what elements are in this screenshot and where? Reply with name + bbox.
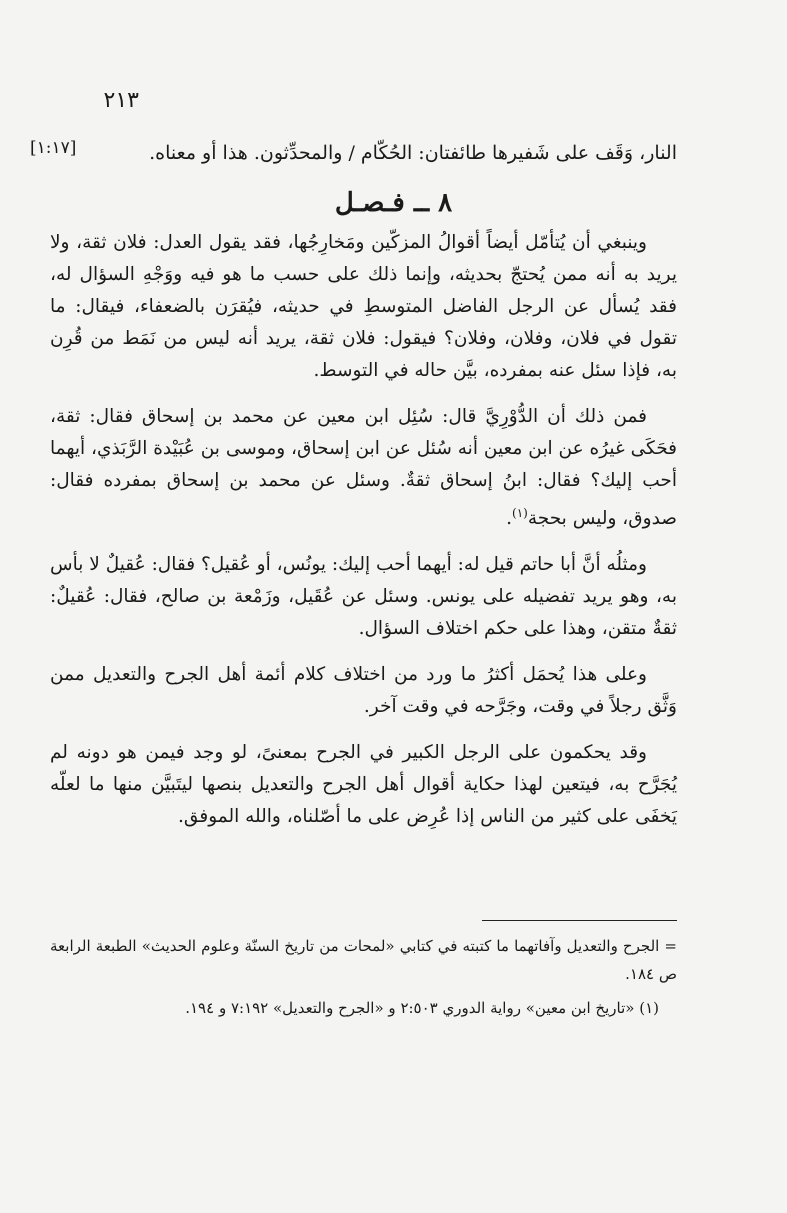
footnote-1: (١) «تاريخ ابن معين» رواية الدوري ٢:٥٠٣ و «الجرح والتعديل» ٧:١٩٢ و ١٩٤. [185,999,659,1017]
footnotes [50,932,677,1028]
paragraph: وينبغي أن يُتأمّل أيضاً أقوالُ المزكّين ومَخارِجُها، فقد يقول العدل: فلان ثقة، ولا يريد به أنه ممن يُحتجّ بحديثه، وإنما ذلك على حسب ما هو فيه ووَجْهِ السؤال له، فقد يُسأل عن الرجل الفاضل المتوسطِ في حديثه، فيُقرَن بالضعفاء، فيقال: ما تقول في فلان، وفلان، وفلان؟ فيقول: فلان ثقة، يريد أنه ليس من نَمَط من قُرِن به، فإذا سئل عنه بمفرده، بيَّن حاله في التوسط. [50,232,677,381]
sentence-end: . [506,508,513,530]
paragraph-text: فمن ذلك أن الدُّوْرِيَّ قال: سُئِل ابن معين عن محمد بن إسحاق فقال: ثقة، فحَكَى غيرُه عن ابن معين أنه سُئل عن ابن إسحاق، وموسى بن عُبَيْدة الرَّبَذي، أيهما أحب إليك؟ فقال: ابنُ إسحاق ثقةٌ. وسئل عن محمد بن إسحاق بمفرده فقال: صدوق، وليس بحجة [50,406,677,530]
paragraph-with-footnote [50,401,677,535]
paragraph: وعلى هذا يُحمَل أكثرُ ما ورد من اختلاف كلام أئمة أهل الجرح والتعديل ممن وَثَّق رجلاً في وقت، وجَرَّحه في وقت آخر. [50,664,677,718]
footnote-divider [482,920,677,921]
margin-reference: [١:١٧] [30,138,77,158]
page-number: ٢١٣ [103,88,139,113]
footnote-marker[interactable]: (١) [512,506,528,520]
opening-line: النار، وَقَف على شَفيرها طائفتان: الحُكّام / والمحدِّثون. هذا أو معناه. [149,142,677,164]
section-heading: ٨ ــ فـصـل [334,188,453,218]
footnote-continuation: = الجرح والتعديل وآفاتهما ما كتبته في كتابي «لمحات من تاريخ السنّة وعلوم الحديث» الطبعة الرابعة ص ١٨٤. [50,937,677,983]
paragraph: ومثلُه أنَّ أبا حاتم قيل له: أيهما أحب إليك: يونُس، أو عُقيل؟ فقال: عُقيلٌ لا بأس به، وهو يريد تفضيله على يونس. وسئل عن عُقَيل، وزَمْعة بن صالح، فقال: عُقيلٌ: ثقةٌ متقن، وهذا على حكم اختلاف السؤال. [50,554,677,640]
paragraph: وقد يحكمون على الرجل الكبير في الجرح بمعنىً، لو وجد فيمن هو دونه لم يُجَرَّح به، فيتعين لهذا حكاية أقوال أهل الجرح والتعديل بنصها ليتَبيَّن منها ما لعلّه يَخفَى على كثير من الناس إذا عُرِض على ما أصّلناه، والله الموفق. [50,742,677,828]
main-text [50,227,677,847]
